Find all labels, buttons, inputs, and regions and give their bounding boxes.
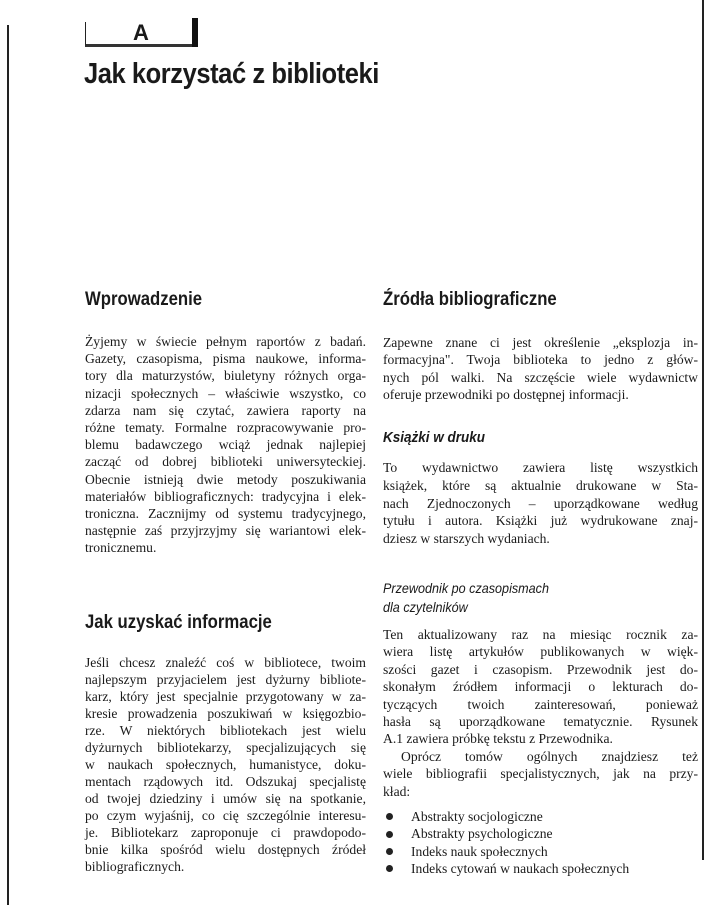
text-line: kład:: [383, 783, 411, 799]
text-line: oferuje przewodniki po dostępnej informacji.: [383, 387, 629, 403]
bullet-icon: [386, 865, 393, 872]
text-line: tronicznemu.: [85, 540, 157, 556]
text-line: karz, który jest specjalnie przygotowany w za-: [85, 689, 366, 704]
guide-paragraph: [383, 626, 698, 800]
left-margin-line: [7, 25, 9, 905]
text-line: Oprócz tomów ogólnych znajdziesz też: [401, 748, 698, 764]
bullet-icon: [386, 813, 393, 820]
text-line: dziesz w starszych wydaniach.: [383, 531, 550, 547]
list-item: [384, 843, 704, 860]
list-item-text: Indeks cytowań w naukach społecznych: [411, 861, 630, 877]
heading-zrodla-bibliograficzne: Źródła bibliograficzne: [383, 289, 557, 310]
text-line: troniczna. Zacznijmy od systemu tradycyjnego,: [85, 506, 366, 522]
text-line: tory dla maturzystów, biuletyny różnych orga-: [85, 368, 366, 384]
bibliography-list: [384, 808, 704, 878]
list-item-text: Indeks nauk społecznych: [411, 843, 548, 859]
text-line: różne tematy. Formalne rozpracowywanie pro-: [85, 420, 366, 436]
heading-jak-uzyskac-informacje: Jak uzyskać informacje: [85, 612, 272, 633]
chapter-marker-bar: [192, 18, 198, 47]
heading-przewodnik: [383, 579, 549, 617]
text-line: mentach rządowych itd. Odszukaj specjalistę: [85, 774, 366, 789]
text-line: tytułu i autora. Książki już wydrukowane znaj-: [383, 513, 698, 529]
text-line: szości gazet i czasopism. Przewodnik jest do-: [383, 661, 698, 677]
text-line: materiałów bibliograficznych: tradycyjna i elek-: [85, 488, 366, 504]
bullet-icon: [386, 831, 393, 838]
text-line: Jeśli chcesz znaleźć coś w bibliotece, twoim: [85, 655, 366, 670]
text-line: zacząć od dobrej biblioteki uniwersyteckiej.: [85, 454, 366, 470]
list-item: [384, 825, 704, 842]
books-paragraph: [383, 459, 698, 548]
heading-wprowadzenie: Wprowadzenie: [85, 289, 203, 310]
text-line: następnie zaś przyjrzyjmy się wariantowi elek-: [85, 523, 366, 539]
text-line: bnie kilka spośród wielu dostępnych źródeł: [85, 842, 366, 857]
text-line: bibliograficznych.: [85, 859, 185, 874]
list-item: [384, 860, 704, 877]
chapter-letter: A: [133, 20, 149, 45]
sources-paragraph: [383, 334, 698, 404]
text-line: Żyjemy w świecie pełnym raportów z badań.: [85, 334, 366, 349]
text-line: nizacji społecznych – właściwie wszystko, co: [85, 385, 366, 401]
text-line: Obecnie istnieją dwie metody poszukiwania: [85, 471, 366, 487]
text-line: To wydawnictwo zawiera listę wszystkich: [383, 460, 698, 475]
list-item-text: Abstrakty socjologiczne: [411, 809, 543, 824]
text-line: Ten aktualizowany raz na miesiąc rocznik za-: [383, 627, 698, 642]
text-line: hasła są uporządkowane tematycznie. Rysunek: [383, 714, 698, 730]
page-title: Jak korzystać z biblioteki: [84, 58, 379, 90]
text-line: nach Zjednoczonych – uporządkowane według: [383, 495, 698, 511]
intro-paragraph: [85, 333, 366, 557]
text-line: blemu badawczego wciąż jednak najlepiej: [85, 437, 366, 453]
heading-przewodnik-line-2: dla czytelników: [383, 599, 468, 615]
text-line: od twojej dziedziny i umów się na spotkanie,: [85, 791, 366, 806]
text-line: A.1 zawiera próbkę tekstu z Przewodnika.: [383, 731, 613, 747]
text-line: rze. W niektórych bibliotekach jest wielu: [85, 723, 366, 738]
text-line: nych pól walki. Na szczęście wiele wydawnictw: [383, 369, 698, 385]
bullet-icon: [386, 848, 393, 855]
text-line: w naukach społecznych, humanistyce, doku-: [85, 757, 366, 772]
info-paragraph: [85, 654, 366, 875]
text-line: wiele bibliografii specjalistycznych, jak na przy-: [383, 766, 698, 782]
text-line: wiera listę artykułów publikowanych w więk-: [383, 644, 698, 660]
text-line: je. Bibliotekarz zaproponuje ci prawdopodo-: [85, 825, 366, 840]
text-line: kresie prowadzenia poszukiwań w księgozbio-: [85, 706, 366, 721]
list-item-text: Abstrakty psychologiczne: [411, 826, 553, 842]
text-line: Zapewne znane ci jest określenie „eksplozja in-: [383, 335, 698, 350]
text-line: tyczących twoich zainteresowań, ponieważ: [383, 696, 698, 712]
text-line: formacyjna". Twoja biblioteka to jedno z głów-: [383, 352, 698, 368]
text-line: dyżurnych bibliotekarzy, specjalizujących się: [85, 740, 366, 755]
heading-przewodnik-line-1: Przewodnik po czasopismach: [383, 580, 549, 596]
text-line: po czym wyjaśnij, co cię szczególnie interesu-: [85, 808, 366, 823]
chapter-marker: [85, 22, 196, 47]
text-line: zdarza nam się czytać, zawiera raporty na: [85, 402, 366, 418]
heading-ksiazki-w-druku: Książki w druku: [383, 429, 486, 446]
text-line: książek, które są aktualnie drukowane w Sta-: [383, 477, 698, 493]
right-margin-line: [702, 0, 704, 860]
text-line: skonałym źródłem informacji o lekturach do-: [383, 679, 698, 695]
text-line: Gazety, czasopisma, pisma naukowe, informa-: [85, 351, 366, 367]
list-item: [384, 808, 704, 825]
text-line: najlepszym przyjacielem jest dyżurny bibliote-: [85, 672, 366, 687]
